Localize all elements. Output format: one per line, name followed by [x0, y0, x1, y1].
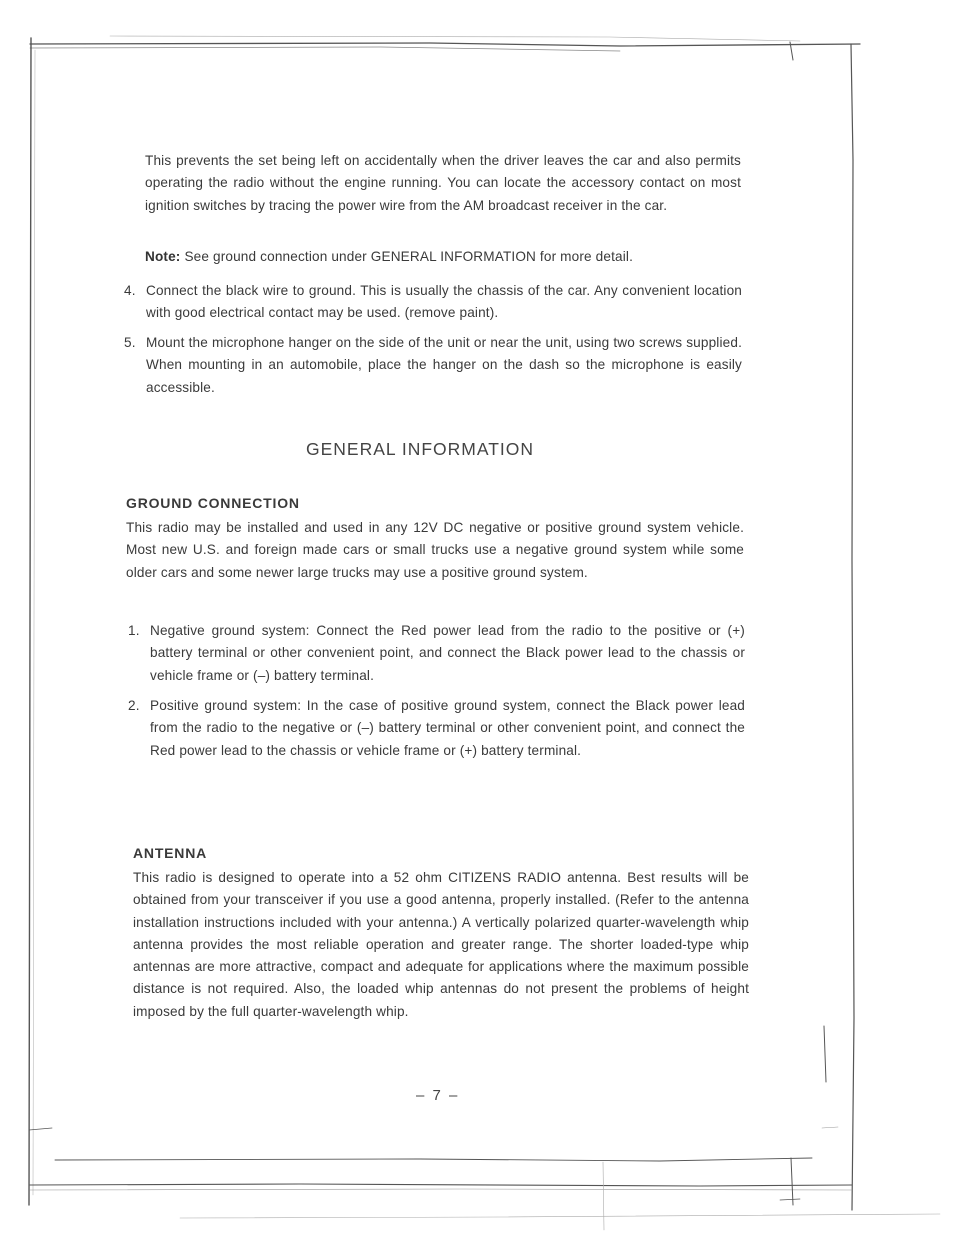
step-text: Connect the black wire to ground. This is usually the chassis of the car. Any convenient location with good electrical contact may be used. (remove paint).: [146, 283, 742, 321]
page-number: – 7 –: [416, 1087, 460, 1104]
step-number: 4.: [124, 283, 136, 298]
ground-item-1: [128, 620, 745, 687]
section-title: GENERAL INFORMATION: [306, 439, 535, 459]
step-5: [124, 332, 742, 399]
item-text: Positive ground system: In the case of positive ground system, connect the Black power lead from the radio to the negative or (–) battery terminal or other convenient point, and connect the Red power lead to the chassis or vehicle frame or (+) battery terminal.: [150, 698, 745, 758]
item-text: Negative ground system: Connect the Red power lead from the radio to the positive or (+) battery terminal or other convenient point, and connect the Black power lead to the chassis or vehicle frame or (–) battery terminal.: [150, 623, 745, 683]
item-number: 1.: [128, 623, 140, 638]
note-label: Note:: [145, 249, 181, 264]
item-number: 2.: [128, 698, 140, 713]
antenna-paragraph: This radio is designed to operate into a 52 ohm CITIZENS RADIO antenna. Best results will be obtained from your transceiver if you use a good antenna, properly installed. (Refer to the antenna installation instructions included with your antenna.) A vertically polarized quarter-wavelength whip antenna provides the most reliable operation and greater range. The shorter loaded-type whip antennas are more attractive, compact and adequate for applications where the maximum possible distance is not required. Also, the loaded whip antennas do not present the problems of height imposed by the full quarter-wavelength whip.: [133, 870, 749, 1019]
note-paragraph: [145, 246, 755, 268]
antenna-heading: ANTENNA: [133, 845, 208, 861]
ground-connection-paragraph: This radio may be installed and used in any 12V DC negative or positive ground system vehicle. Most new U.S. and foreign made cars or small trucks use a negative ground system while some older cars and some newer large trucks may use a positive ground system.: [126, 520, 744, 580]
ground-connection-heading: GROUND CONNECTION: [126, 495, 300, 511]
step-4: [124, 280, 742, 325]
intro-paragraph: This prevents the set being left on accidentally when the driver leaves the car and also permits operating the radio without the engine running. You can locate the accessory contact on most ignition switches by tracing the power wire from the AM broadcast receiver in the car.: [145, 153, 741, 213]
step-number: 5.: [124, 335, 136, 350]
note-text: See ground connection under GENERAL INFORMATION for more detail.: [184, 249, 633, 264]
step-text: Mount the microphone hanger on the side of the unit or near the unit, using two screws supplied. When mounting in an automobile, place the hanger on the dash so the microphone is easily accessible.: [146, 335, 742, 395]
ground-item-2: [128, 695, 745, 762]
